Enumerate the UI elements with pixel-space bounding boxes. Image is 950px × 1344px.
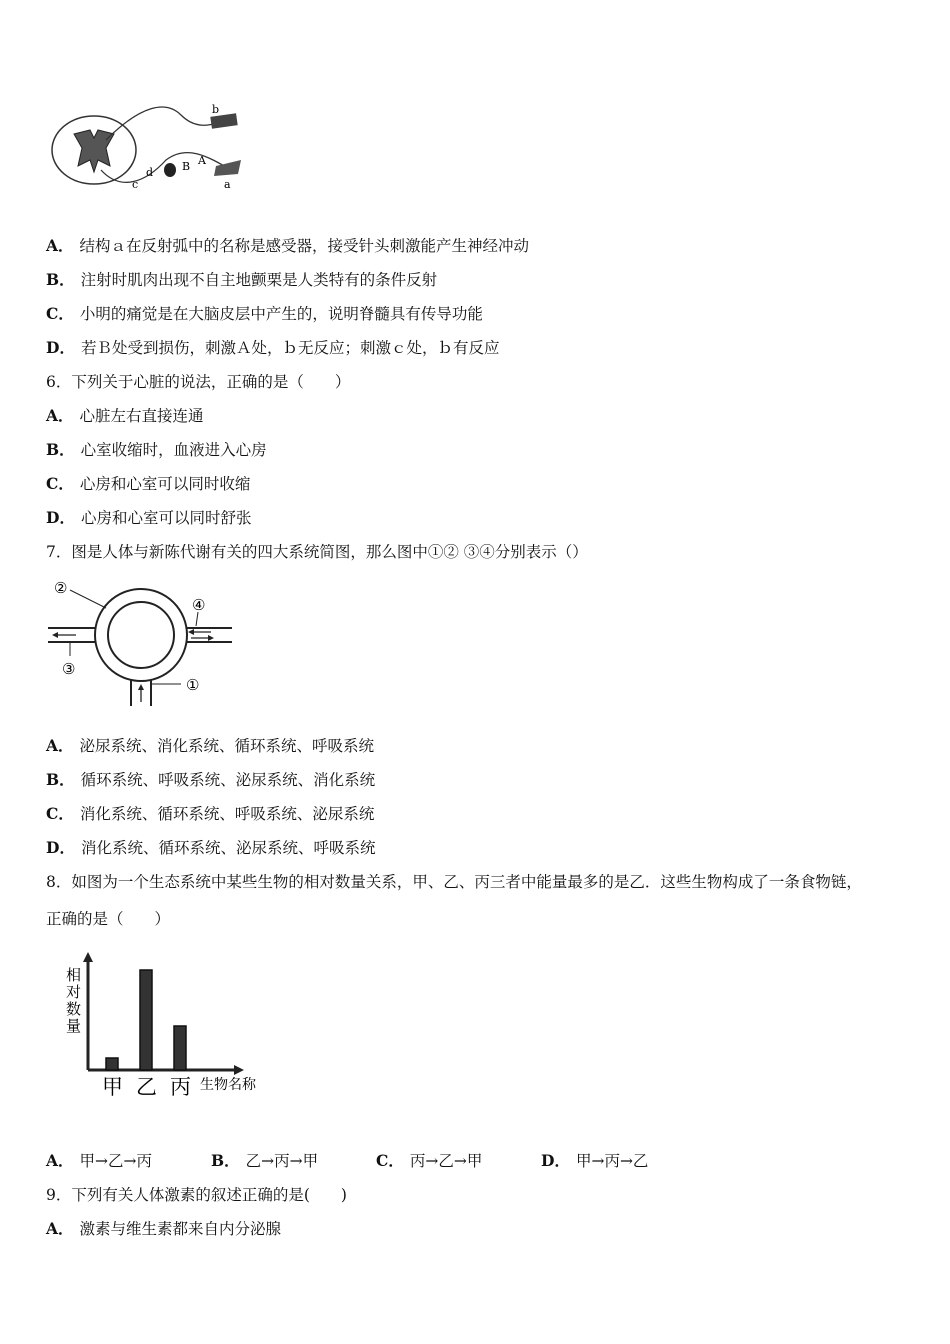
q6-stem: 6．下列关于心脏的说法，正确的是（ ）: [46, 373, 351, 391]
q5-option-b[interactable]: B． 注射时肌肉出现不自主地颤栗是人类特有的条件反射: [46, 270, 438, 289]
label-B: B: [182, 160, 191, 173]
q8-option-b[interactable]: B． 乙→丙→甲: [211, 1151, 319, 1170]
q6-option-d[interactable]: D． 心房和心室可以同时舒张: [46, 508, 252, 527]
ylabel-char-0: 相: [66, 966, 82, 984]
q5-option-d[interactable]: D． 若Ｂ处受到损伤，刺激Ａ处，ｂ无反应；刺激ｃ处，ｂ有反应: [46, 338, 500, 357]
q7-option-d[interactable]: D． 消化系统、循环系统、泌尿系统、呼吸系统: [46, 838, 376, 857]
tick-label-0: 甲: [102, 1075, 123, 1099]
q6-option-b[interactable]: B． 心室收缩时，血液进入心房: [46, 440, 267, 459]
label-2: ②: [54, 579, 68, 597]
tick-label-2: 丙: [170, 1075, 191, 1099]
bar-2: [174, 1026, 186, 1070]
q8-stem-line1: 8．如图为一个生态系统中某些生物的相对数量关系，甲、乙、丙三者中能量最多的是乙．这些生物构成了一条食物链，: [46, 873, 862, 891]
q5-option-c[interactable]: C． 小明的痛觉是在大脑皮层中产生的，说明脊髓具有传导功能: [46, 304, 483, 323]
q7-option-a[interactable]: A． 泌尿系统、消化系统、循环系统、呼吸系统: [46, 736, 375, 755]
q8-option-c[interactable]: C． 丙→乙→甲: [376, 1151, 483, 1170]
q8-option-a[interactable]: A． 甲→乙→丙: [46, 1151, 153, 1170]
label-a: a: [224, 178, 231, 191]
q7-option-b[interactable]: B． 循环系统、呼吸系统、泌尿系统、消化系统: [46, 770, 376, 789]
ylabel-char-2: 数: [66, 1000, 82, 1018]
q8-option-d[interactable]: D． 甲→丙→乙: [541, 1151, 649, 1170]
q5-option-a[interactable]: A． 结构ａ在反射弧中的名称是感受器，接受针头刺激能产生神经冲动: [46, 236, 530, 255]
reflex-arc-figure: [46, 100, 246, 195]
q9-stem: 9．下列有关人体激素的叙述正确的是( ): [46, 1186, 347, 1204]
q7-stem: 7．图是人体与新陈代谢有关的四大系统简图，那么图中①② ③④分别表示（）: [46, 543, 588, 561]
q6-option-a[interactable]: A． 心脏左右直接连通: [46, 406, 204, 425]
tick-label-1: 乙: [136, 1075, 157, 1099]
relative-quantity-bar-chart: [60, 950, 290, 1105]
q7-option-c[interactable]: C． 消化系统、循环系统、呼吸系统、泌尿系统: [46, 804, 375, 823]
metabolism-systems-figure: [46, 578, 236, 708]
q8-stem-line2: 正确的是（ ）: [46, 910, 171, 928]
label-4: ④: [192, 596, 206, 614]
ylabel-char-1: 对: [66, 983, 82, 1001]
chart-ylabel: [66, 966, 81, 1035]
label-c: c: [132, 178, 139, 191]
label-1: ①: [186, 676, 200, 694]
bar-1: [140, 970, 152, 1070]
chart-xlabel: 生物名称: [200, 1077, 256, 1093]
q6-option-c[interactable]: C． 心房和心室可以同时收缩: [46, 474, 251, 493]
label-d: d: [146, 166, 154, 179]
label-3: ③: [62, 660, 76, 678]
bar-0: [106, 1058, 118, 1070]
label-A: A: [198, 154, 206, 167]
ylabel-char-3: 量: [66, 1017, 82, 1035]
q9-option-a[interactable]: A． 激素与维生素都来自内分泌腺: [46, 1219, 282, 1238]
label-b: b: [212, 103, 220, 116]
